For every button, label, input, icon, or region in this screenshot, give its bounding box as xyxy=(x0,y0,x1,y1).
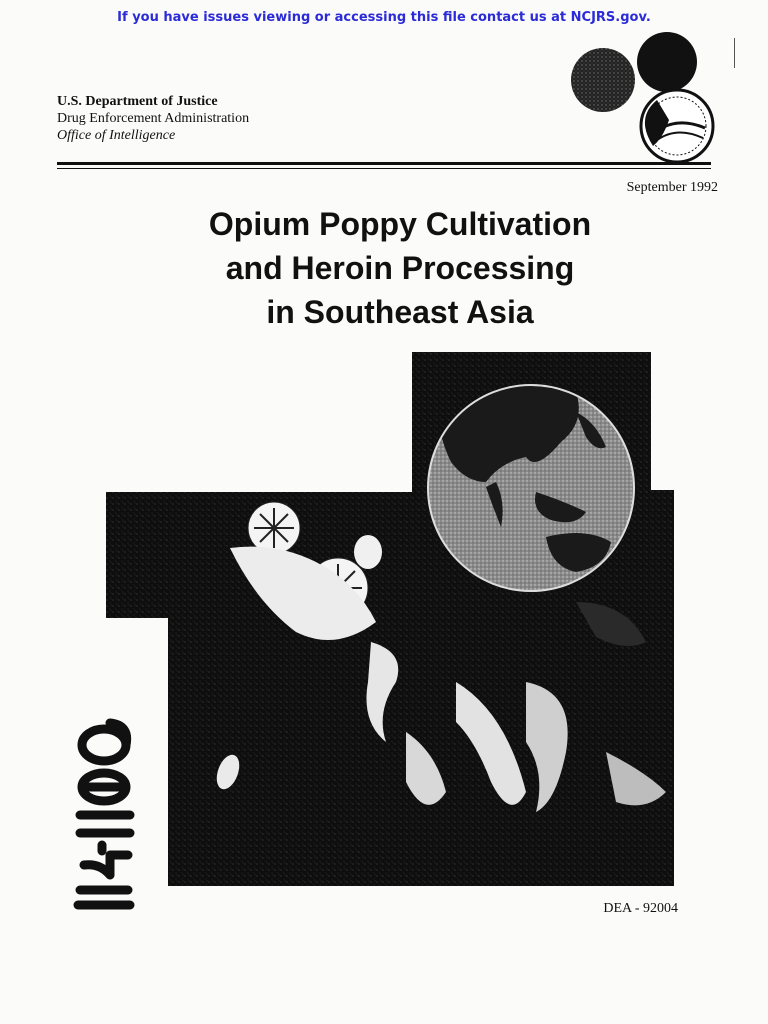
title-line-1: Opium Poppy Cultivation xyxy=(208,206,592,242)
publication-date: September 1992 xyxy=(626,180,718,195)
office-name: Office of Intelligence xyxy=(57,128,176,143)
report-title xyxy=(140,202,660,334)
title-line-3: in Southeast Asia xyxy=(266,294,534,330)
header-rule-thick xyxy=(57,162,711,165)
header-rule-thin xyxy=(57,168,711,169)
cover-photo-poppy-and-globe xyxy=(106,352,676,886)
ncjrs-banner[interactable]: If you have issues viewing or accessing this file contact us at NCJRS.gov. xyxy=(117,10,651,25)
handwritten-accession-number xyxy=(70,715,138,915)
department-name: U.S. Department of Justice xyxy=(57,94,218,109)
margin-mark xyxy=(734,38,735,68)
document-number: DEA - 92004 xyxy=(603,901,678,916)
title-line-2: and Heroin Processing xyxy=(225,250,575,286)
dea-seal-icon xyxy=(565,28,715,168)
agency-block xyxy=(57,93,249,144)
administration-name: Drug Enforcement Administration xyxy=(57,111,250,126)
